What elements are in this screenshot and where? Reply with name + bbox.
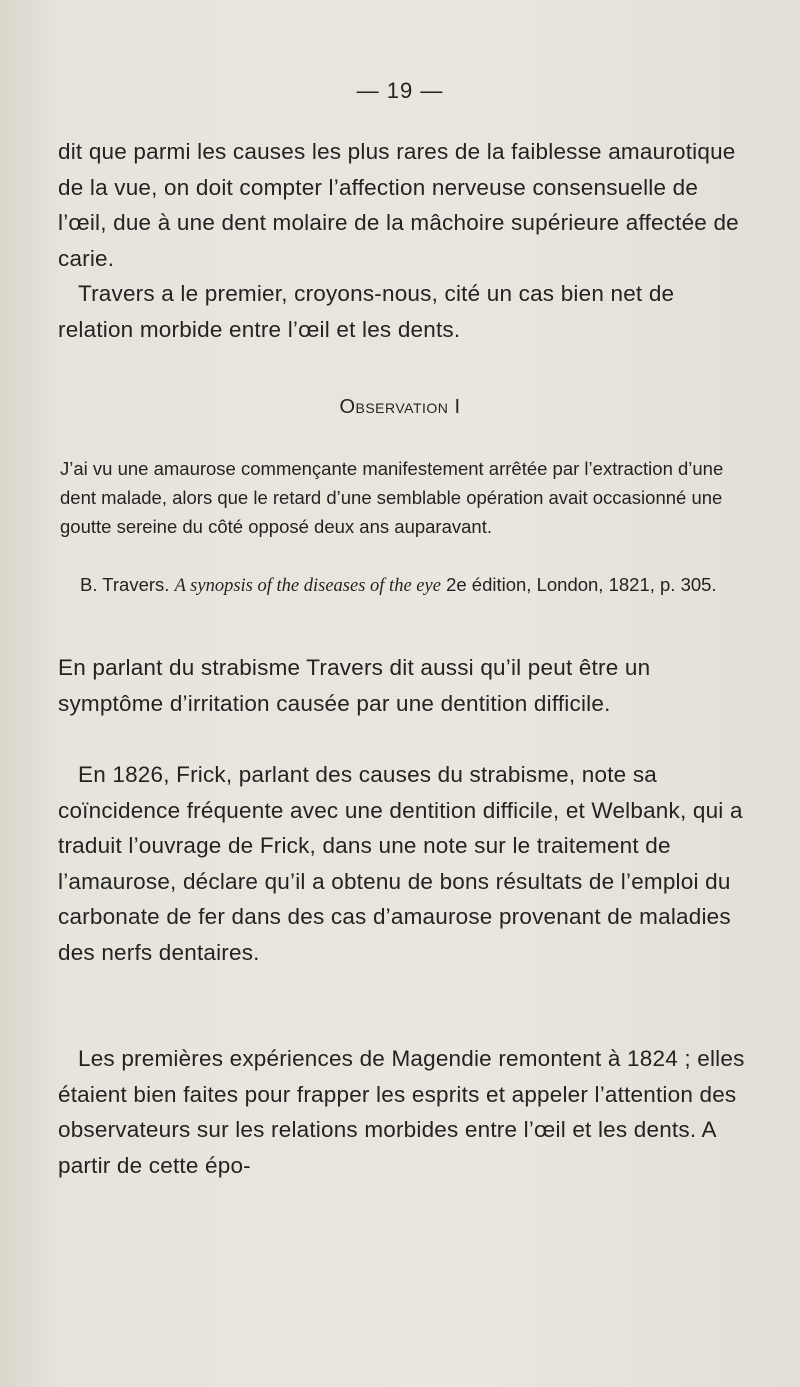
- observation-text: J’ai vu une amaurose commençante manifestement arrêtée par l’extraction d’une dent malade, alors que le retard d’une semblable opération avait occasionné une goutte sereine du côté opposé deux ans auparavant.: [60, 458, 724, 537]
- citation-details: 2e édition, London, 1821, p. 305.: [446, 574, 717, 595]
- citation-author: B. Travers.: [80, 574, 170, 595]
- observation-citation: [60, 570, 744, 601]
- paragraph-1: dit que parmi les causes les plus rares de la faiblesse amaurotique de la vue, on doit compter l’affection nerveuse consensuelle de l’œil, due à une dent molaire de la mâchoire supérieure affectée de carie.: [58, 139, 739, 271]
- citation-title: A synopsis of the diseases of the eye: [174, 576, 441, 596]
- observation-heading: Observation I: [339, 396, 461, 418]
- page-number: — 19 —: [356, 78, 444, 103]
- paragraph-2: Travers a le premier, croyons-nous, cité un cas bien net de relation morbide entre l’œil et les dents.: [58, 281, 675, 342]
- paragraph-4: En 1826, Frick, parlant des causes du strabisme, note sa coïncidence fréquente avec une dentition difficile, et Welbank, qui a traduit l’ouvrage de Frick, dans une note sur le traitement de l’amaurose, déclare qu’il a obtenu de bons résultats de l’emploi du carbonate de fer dans des cas d’amaurose provenant de maladies des nerfs dentaires.: [58, 762, 743, 965]
- paragraph-3: En parlant du strabisme Travers dit aussi qu’il peut être un symptôme d’irritation causée par une dentition difficile.: [58, 655, 651, 716]
- paragraph-5: Les premières expériences de Magendie remontent à 1824 ; elles étaient bien faites pour frapper les esprits et appeler l’attention des observateurs sur les relations morbides entre l’œil et les dents. A partir de cette épo-: [58, 1046, 745, 1178]
